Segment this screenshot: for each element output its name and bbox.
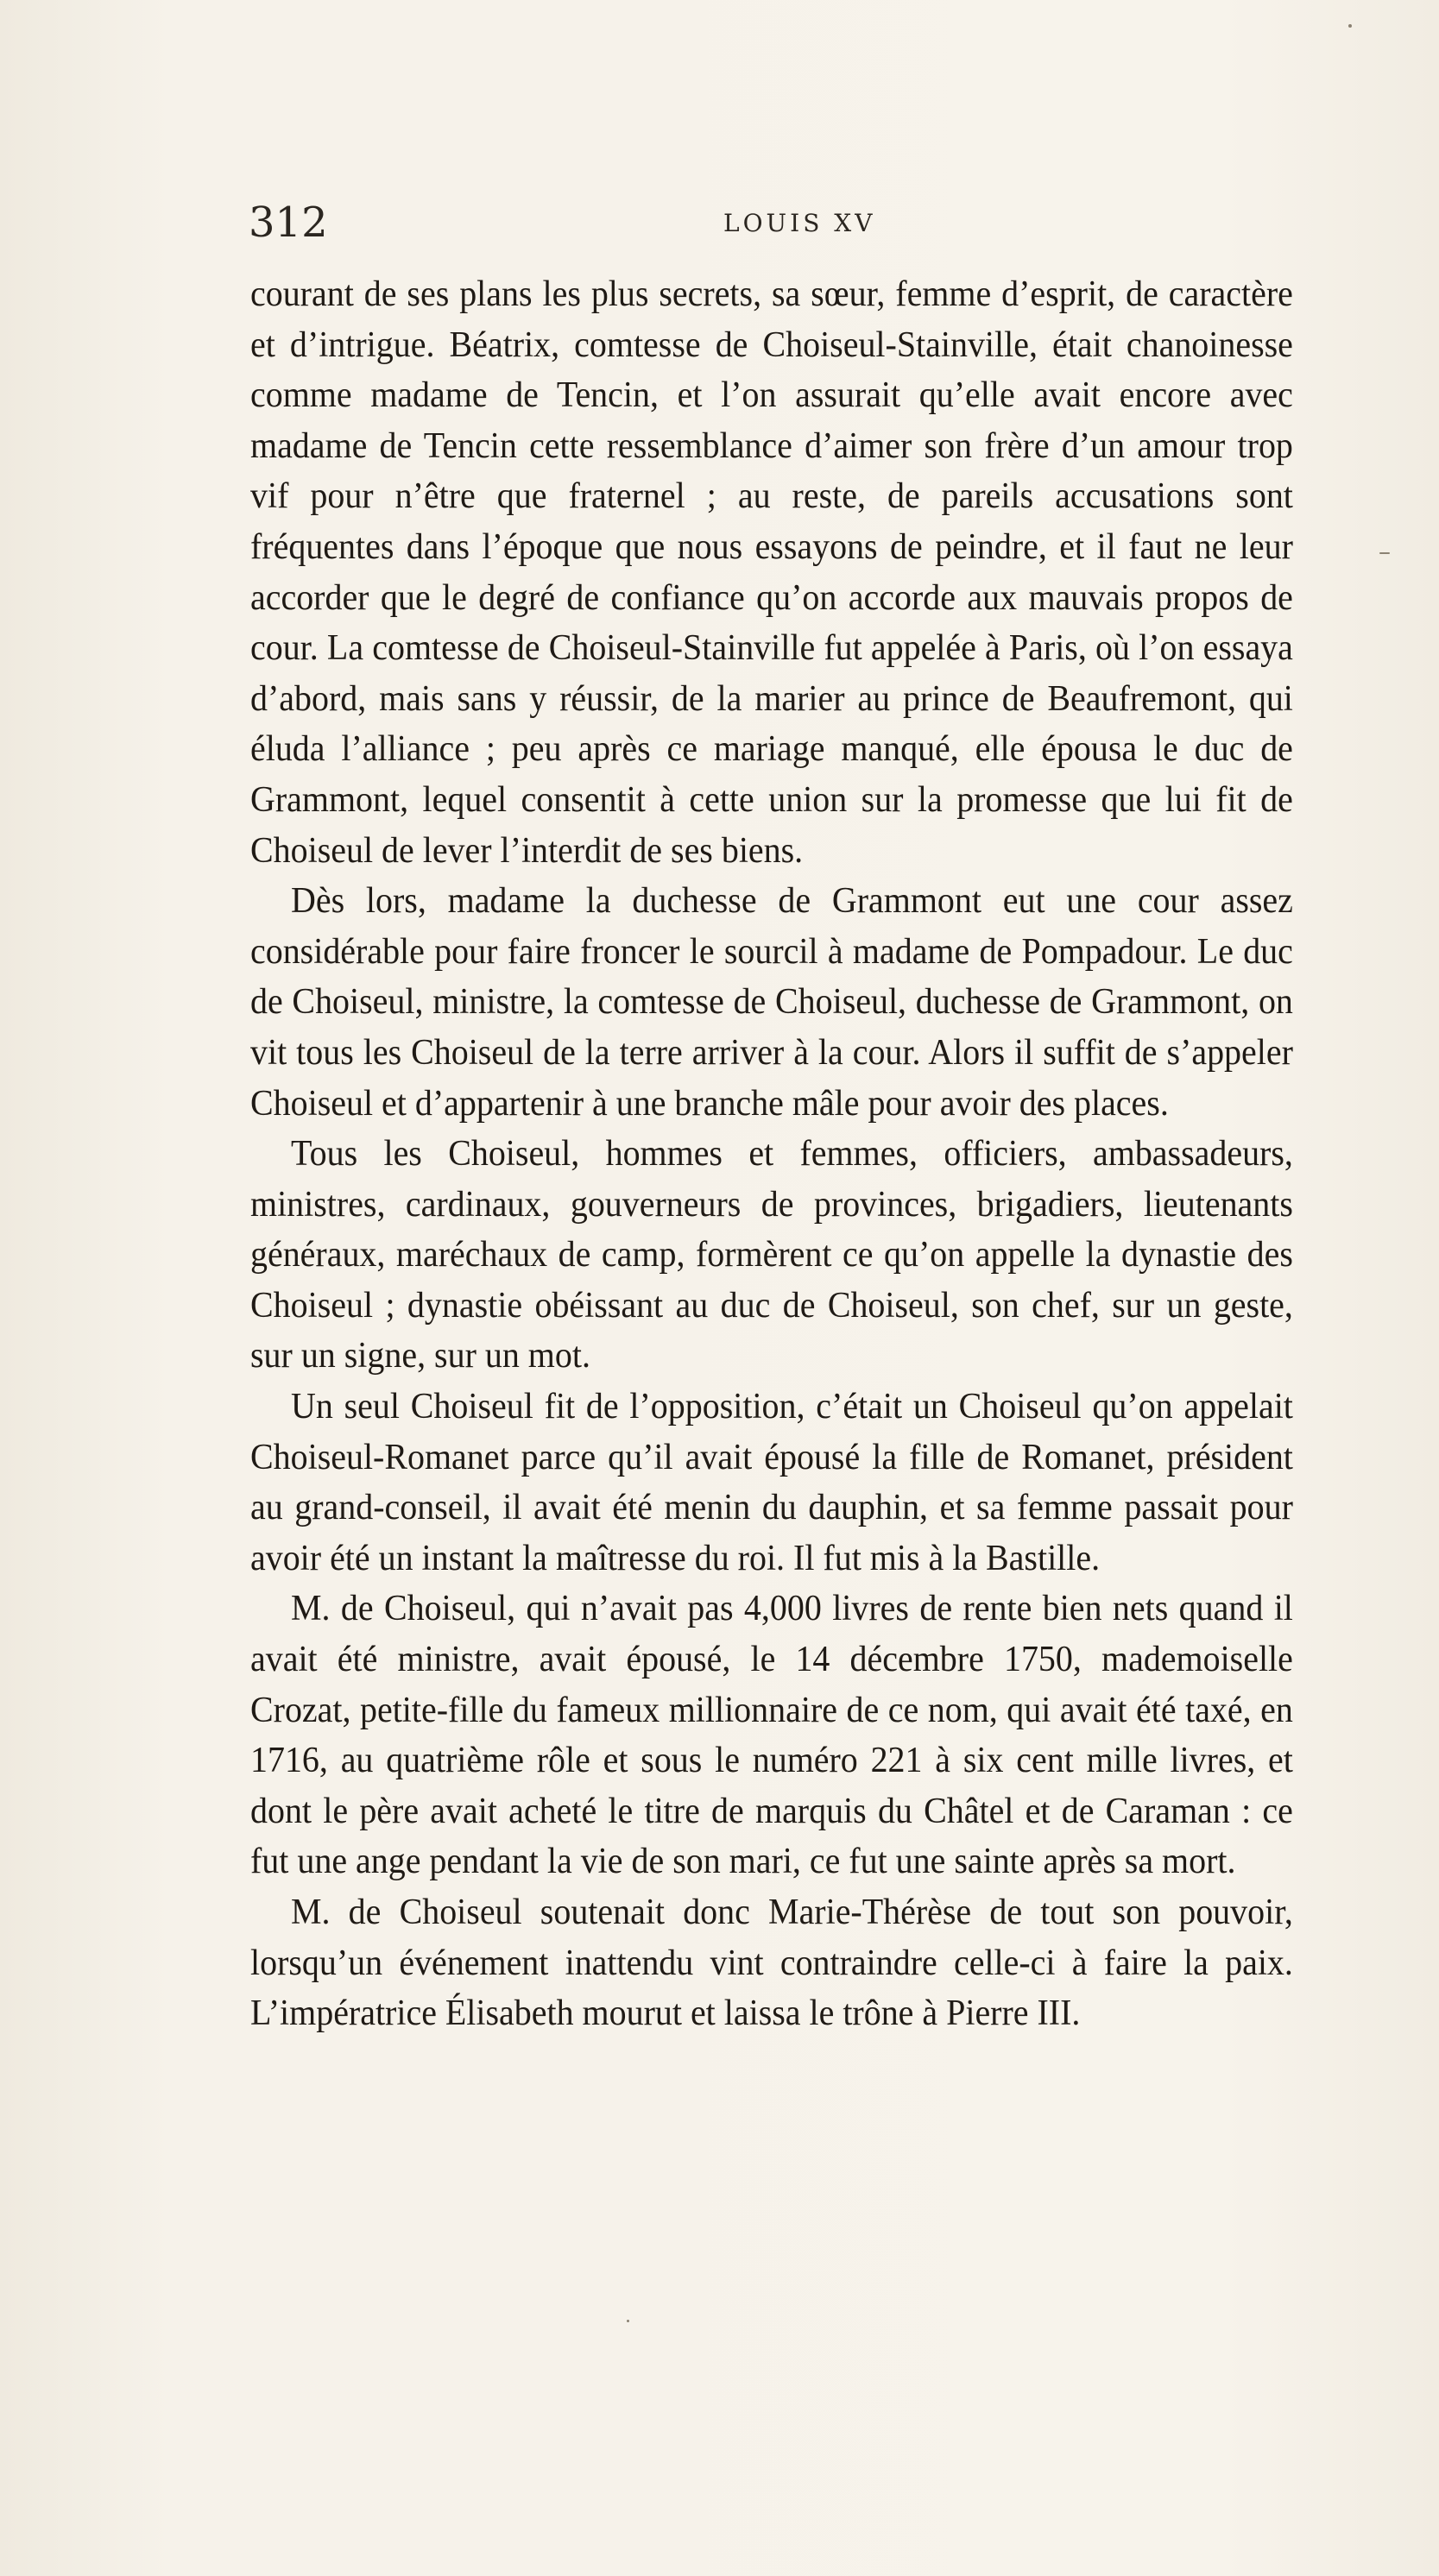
- page-header: [249, 198, 1371, 250]
- paragraph: Tous les Choiseul, hommes et femmes, officiers, ambassadeurs, ministres, cardinaux, gouverneurs de provinces, brigadiers, lieutenants généraux, maréchaux de camp, formèrent ce qu’on appelle la dynastie des Choiseul ; dynastie obéissant au duc de Choiseul, son chef, sur un geste, sur un signe, sur un mot.: [250, 1133, 1293, 1376]
- paper-speck: [627, 2320, 629, 2322]
- paragraph: M. de Choiseul, qui n’avait pas 4,000 livres de rente bien nets quand il avait été ministre, avait épousé, le 14 décembre 1750, mademoiselle Crozat, petite-fille du fameux millionnaire de ce nom, qui avait été taxé, en 1716, au quatrième rôle et sous le numéro 221 à six cent mille livres, et dont le père avait acheté le titre de marquis du Châtel et de Caraman : ce fut une ange pendant la vie de son mari, ce fut une sainte après sa mort.: [250, 1588, 1293, 1882]
- page-number: 312: [249, 198, 328, 247]
- running-title: LOUIS XV: [723, 209, 876, 237]
- paragraph: courant de ses plans les plus secrets, sa sœur, femme d’esprit, de caractère et d’intrigue. Béatrix, comtesse de Choiseul-Stainville, était chanoinesse comme madame de Tencin, et l’on assurait qu’elle avait encore avec madame de Tencin cette ressemblance d’aimer son frère d’un amour trop vif pour n’être que fraternel ; au reste, de pareils accusations sont fréquentes dans l’époque que nous essayons de peindre, et il faut ne leur accorder que le degré de confiance qu’on accorde aux mauvais propos de cour. La comtesse de Choiseul-Stainville fut appelée à Paris, où l’on essaya d’abord, mais sans y réussir, de la marier au prince de Beaufremont, qui éluda l’alliance ; peu après ce mariage manqué, elle épousa le duc de Grammont, lequel consentit à cette union sur la promesse que lui fit de Choiseul de lever l’interdit de ses biens.: [250, 274, 1293, 871]
- paper-speck: [1379, 552, 1390, 554]
- paper-speck: [1348, 24, 1352, 28]
- paragraph: Dès lors, madame la duchesse de Grammont eut une cour assez considérable pour faire froncer le sourcil à madame de Pompadour. Le duc de Choiseul, ministre, la comtesse de Choiseul, duchesse de Grammont, on vit tous les Choiseul de la terre arriver à la cour. Alors il suffit de s’appeler Choiseul et d’appartenir à une branche mâle pour avoir des places.: [250, 880, 1293, 1124]
- paragraph: M. de Choiseul soutenait donc Marie-Thérèse de tout son pouvoir, lorsqu’un événement inattendu vint contraindre celle-ci à faire la paix. L’impératrice Élisabeth mourut et laissa le trône à Pierre III.: [250, 1892, 1293, 2034]
- body-text: [250, 269, 1293, 2039]
- paragraph: Un seul Choiseul fit de l’opposition, c’était un Choiseul qu’on appelait Choiseul-Romanet parce qu’il avait épousé la fille de Romanet, président au grand-conseil, il avait été menin du dauphin, et sa femme passait pour avoir été un instant la maîtresse du roi. Il fut mis à la Bastille.: [250, 1386, 1293, 1578]
